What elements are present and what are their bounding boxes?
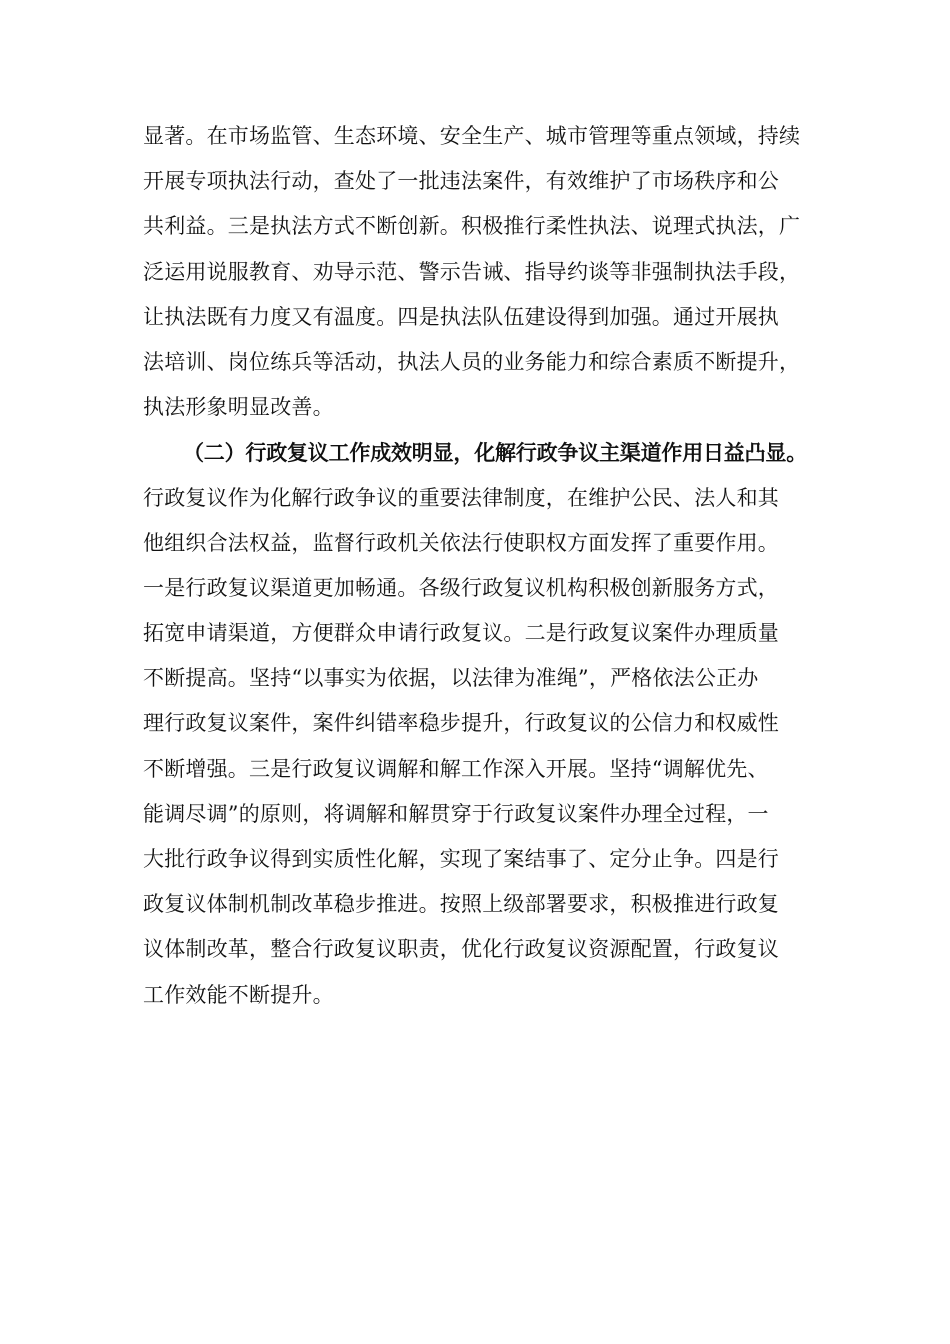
document-body xyxy=(143,114,815,1018)
text-line: 他组织合法权益，监督行政机关依法行使职权方面发挥了重要作用。 xyxy=(143,530,779,555)
paragraph-enforcement-results xyxy=(143,114,815,430)
text-line: 能调尽调”的原则，将调解和解贯穿于行政复议案件办理全过程，一 xyxy=(143,801,769,826)
text-line: 议体制改革，整合行政复议职责，优化行政复议资源配置，行政复议 xyxy=(143,937,779,962)
text-line: 政复议体制机制改革稳步推进。按照上级部署要求，积极推进行政复 xyxy=(143,892,779,917)
text-line: 不断增强。三是行政复议调解和解工作深入开展。坚持“调解优先、 xyxy=(143,756,769,781)
text-line: 开展专项执法行动，查处了一批违法案件，有效维护了市场秩序和公 xyxy=(143,169,779,194)
text-line: 显著。在市场监管、生态环境、安全生产、城市管理等重点领域，持续 xyxy=(143,124,801,148)
text-line: 一是行政复议渠道更加畅通。各级行政复议机构积极创新服务方式， xyxy=(143,575,779,600)
text-line: 拓宽申请渠道，方便群众申请行政复议。二是行政复议案件办理质量 xyxy=(143,621,779,646)
text-line: 泛运用说服教育、劝导示范、警示告诫、指导约谈等非强制执法手段， xyxy=(143,259,801,284)
text-line: 共利益。三是执法方式不断创新。积极推行柔性执法、说理式执法，广 xyxy=(143,214,801,239)
text-line: 执法形象明显改善。 xyxy=(143,395,334,420)
text-line: 大批行政争议得到实质性化解，实现了案结事了、定分止争。四是行 xyxy=(143,847,779,871)
text-line: 不断提高。坚持“以事实为依据，以法律为准绳”，严格依法公正办 xyxy=(143,666,759,691)
text-line: 理行政复议案件，案件纠错率稳步提升，行政复议的公信力和权威性 xyxy=(143,711,779,736)
paragraph-administrative-review xyxy=(143,476,815,1018)
text-line: 法培训、岗位练兵等活动，执法人员的业务能力和综合素质不断提升， xyxy=(143,349,801,374)
text-line: 让执法既有力度又有温度。四是执法队伍建设得到加强。通过开展执 xyxy=(143,304,779,329)
text-line: 行政复议作为化解行政争议的重要法律制度，在维护公民、法人和其 xyxy=(143,485,779,510)
text-line: 工作效能不断提升。 xyxy=(143,982,334,1007)
section-heading: （二）行政复议工作成效明显，化解行政争议主渠道作用日益凸显。 xyxy=(183,440,807,466)
